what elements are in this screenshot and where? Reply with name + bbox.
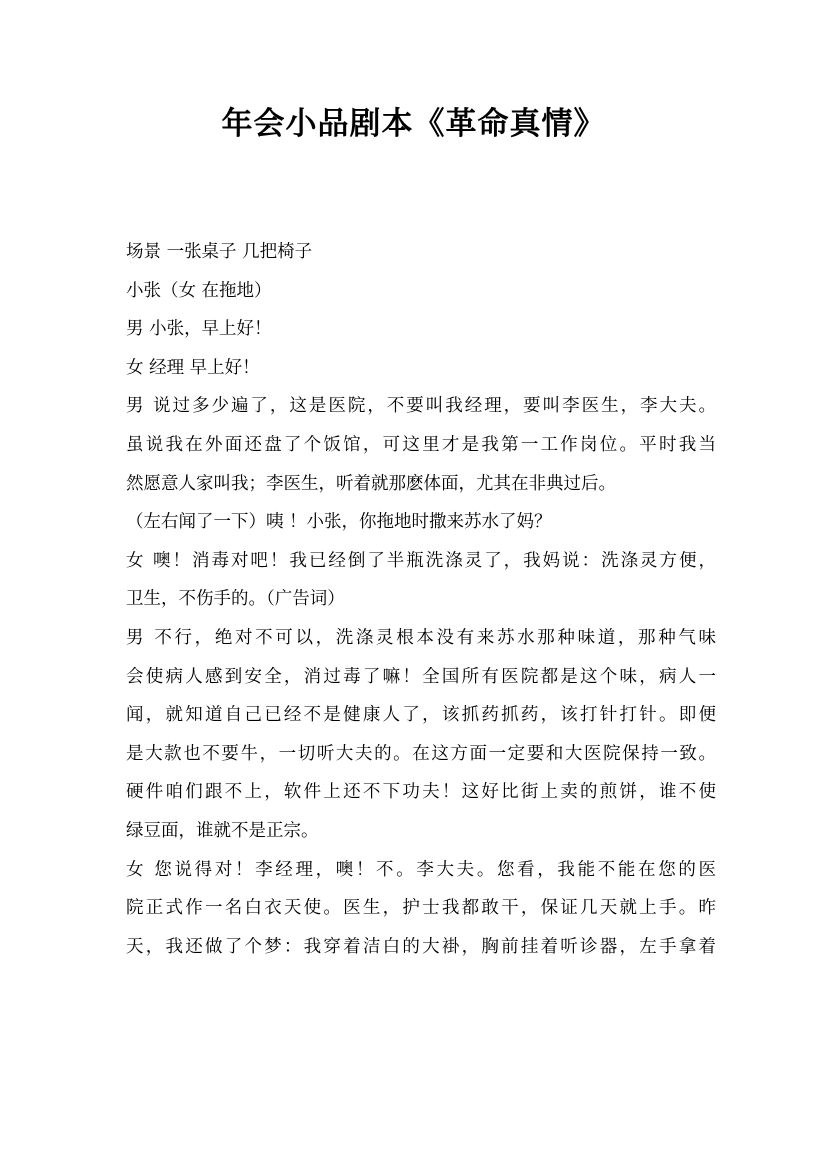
script-line: 男 不行，绝对不可以，洗涤灵根本没有来苏水那种味道，那种气味	[126, 627, 716, 648]
script-line: （左右闻了一下）咦 ！小张，你拖地时撒来苏水了妈？	[126, 512, 552, 533]
script-line: 女 经理 早上好！	[126, 357, 260, 378]
script-line: 天，我还做了个梦：我穿着洁白的大褂，胸前挂着听诊器，左手拿着	[126, 936, 716, 957]
script-line: 小张（女 在拖地）	[126, 280, 272, 301]
script-line: 硬件咱们跟不上，软件上还不下功夫！这好比街上卖的煎饼，谁不使	[126, 782, 716, 803]
script-line: 男 小张，早上好！	[126, 319, 272, 340]
script-line: 会使病人感到安全，消过毒了嘛！全国所有医院都是这个味，病人一	[126, 666, 716, 687]
document-title: 年会小品剧本《革命真情》	[221, 106, 606, 142]
script-body	[126, 233, 716, 966]
script-line: 虽说我在外面还盘了个饭馆，可这里才是我第一工作岗位。平时我当	[126, 434, 716, 455]
script-line: 男 说过多少遍了，这是医院，不要叫我经理，要叫李医生，李大夫。	[126, 396, 716, 417]
script-line: 绿豆面，谁就不是正宗。	[126, 820, 319, 841]
script-line: 是大款也不要牛，一切听大夫的。在这方面一定要和大医院保持一致。	[126, 743, 716, 764]
script-line: 场景 一张桌子 几把椅子	[126, 242, 313, 262]
script-line: 卫生，不伤手的。（广告词）	[126, 589, 345, 610]
script-line: 然愿意人家叫我；李医生，听着就那麽体面，尤其在非典过后。	[126, 473, 616, 494]
script-line: 女 噢！消毒对吧！我已经倒了半瓶洗涤灵了，我妈说：洗涤灵方便，	[126, 550, 716, 571]
script-line: 院正式作一名白衣天使。医生，护士我都敢干，保证几天就上手。昨	[126, 898, 716, 919]
script-line: 闻，就知道自己已经不是健康人了，该抓药抓药，该打针打针。即便	[126, 705, 716, 726]
script-line: 女 您说得对！李经理，噢！不。李大夫。您看，我能不能在您的医	[126, 859, 716, 880]
